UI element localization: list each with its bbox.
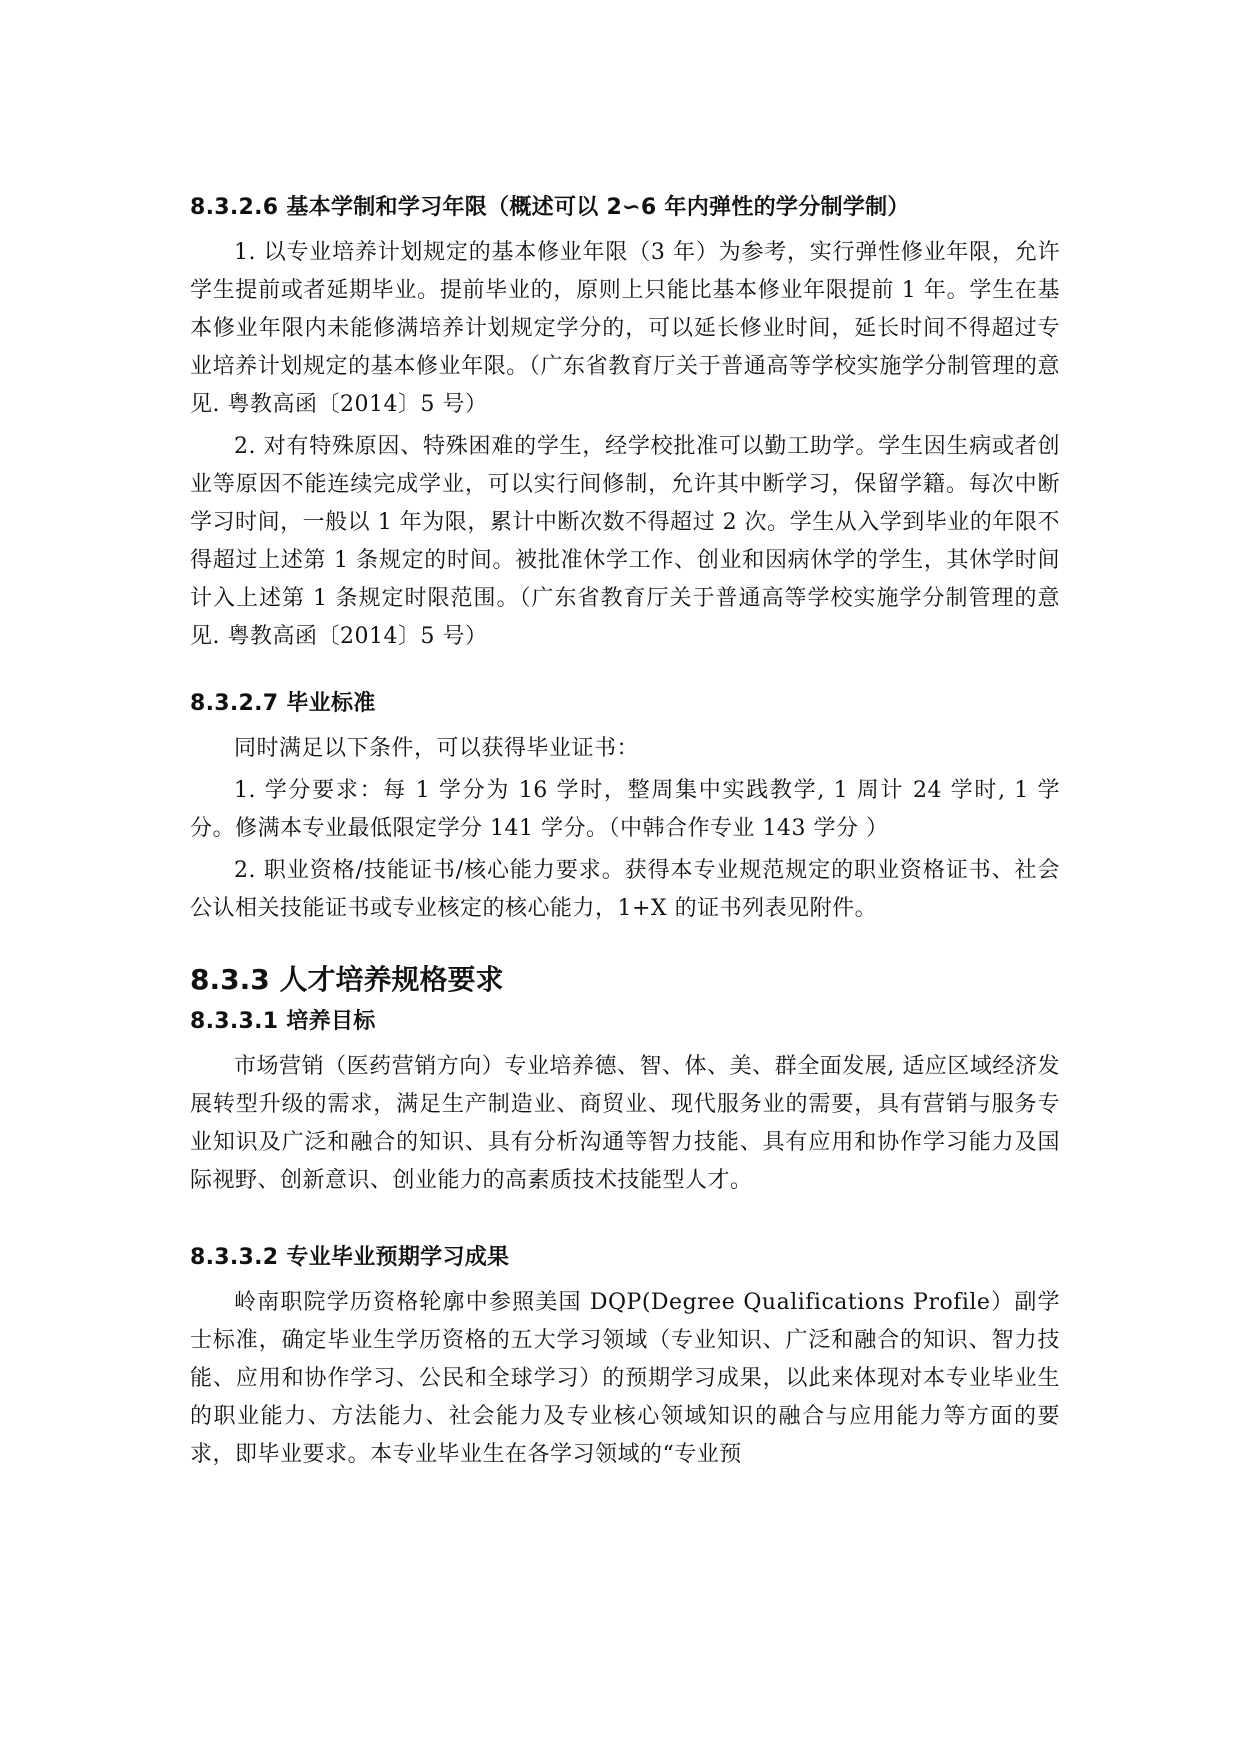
- section-heading-8-3-2-7: 8.3.2.7 毕业标准: [190, 691, 376, 716]
- section-heading-8-3-2-6: 8.3.2.6 基本学制和学习年限（概述可以 2∽6 年内弹性的学分制学制）: [190, 195, 910, 220]
- paragraph-certificate-requirement: 2. 职业资格/技能证书/核心能力要求。获得本专业规范规定的职业资格证书、社会公认相关技能证书或专业核定的核心能力，1+X 的证书列表见附件。: [190, 858, 1060, 921]
- paragraph-graduation-intro: 同时满足以下条件，可以获得毕业证书：: [234, 736, 640, 761]
- paragraph-credit-requirement: 1. 学分要求：每 1 学分为 16 学时，整周集中实践教学, 1 周计 24 学时, 1 学分。修满本专业最低限定学分 141 学分。（中韩合作专业 143 学分 ）: [190, 778, 1060, 841]
- document-page: [190, 190, 1060, 1478]
- paragraph-flexible-years: 1. 以专业培养计划规定的基本修业年限（3 年）为参考，实行弹性修业年限，允许学生提前或者延期毕业。提前毕业的，原则上只能比基本修业年限提前 1 年。学生在基本修业年限内未能修满培养计划规定学分的，可以延长修业时间，延长时间不得超过专业培养计划规定的基本修业年限。（广东省教育厅关于普通高等学校实施学分制管理的意见. 粤教高函〔2014〕5 号）: [190, 240, 1060, 417]
- section-heading-8-3-3-2: 8.3.3.2 专业毕业预期学习成果: [190, 1245, 510, 1270]
- section-heading-8-3-3-1: 8.3.3.1 培养目标: [190, 1009, 376, 1034]
- paragraph-learning-outcomes: 岭南职院学历资格轮廓中参照美国 DQP(Degree Qualifications Profile）副学士标准，确定毕业生学历资格的五大学习领域（专业知识、广泛和融合的知识、智力技能、应用和协作学习、公民和全球学习）的预期学习成果，以此来体现对本专业毕业生的职业能力、方法能力、社会能力及专业核心领域知识的融合与应用能力等方面的要求，即毕业要求。本专业毕业生在各学习领域的“专业预: [190, 1290, 1060, 1467]
- paragraph-suspension-rules: 2. 对有特殊原因、特殊困难的学生，经学校批准可以勤工助学。学生因生病或者创业等原因不能连续完成学业，可以实行间修制，允许其中断学习，保留学籍。每次中断学习时间，一般以 1 年为限，累计中断次数不得超过 2 次。学生从入学到毕业的年限不得超过上述第 1 条规定的时间。被批准休学工作、创业和因病休学的学生，其休学时间计入上述第 1 条规定时限范围。（广东省教育厅关于普通高等学校实施学分制管理的意见. 粤教高函〔2014〕5 号）: [190, 434, 1060, 649]
- paragraph-training-objective: 市场营销（医药营销方向）专业培养德、智、体、美、群全面发展, 适应区域经济发展转型升级的需求，满足生产制造业、商贸业、现代服务业的需要，具有营销与服务专业知识及广泛和融合的知识、具有分析沟通等智力技能、具有应用和协作学习能力及国际视野、创新意识、创业能力的高素质技术技能型人才。: [190, 1054, 1060, 1193]
- section-heading-8-3-3: 8.3.3 人才培养规格要求: [190, 963, 504, 996]
